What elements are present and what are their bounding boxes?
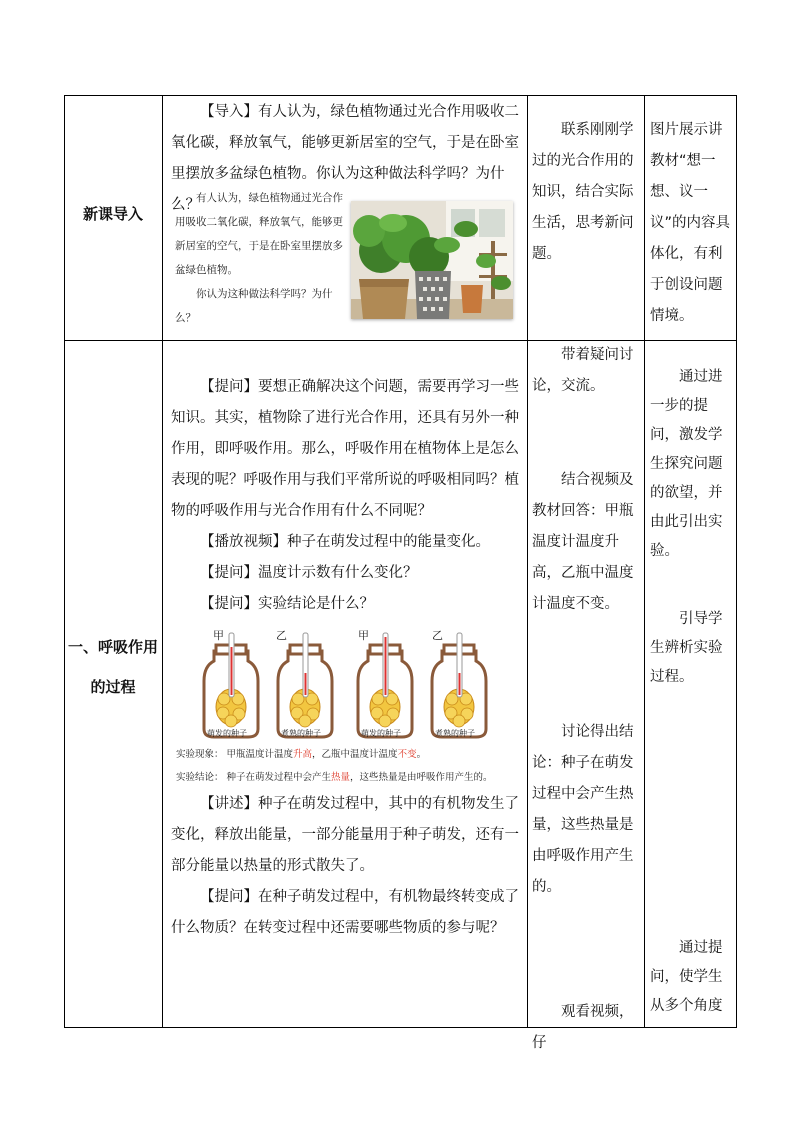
column-divider xyxy=(527,95,528,1027)
student-activity-text: 讨论得出结论：种子在萌发过程中会产生热量，这些热量是由呼吸作用产生的。 xyxy=(532,724,634,895)
column-divider xyxy=(644,95,645,1027)
design-intent-text: 通过进一步的提问，激发学生探究问题的欲望，并由此引出实验。 xyxy=(650,369,723,559)
intro-paragraph: 【导入】有人认为，绿色植物通过光合作用吸收二氧化碳，释放氧气，能够更新居室的空气，于是在卧室里摆放多盆绿色植物。你认为这种做法科学吗？为什么？ xyxy=(171,104,519,213)
phenomenon-text: 实验现象： 甲瓶温度计温度 xyxy=(176,749,294,760)
student-activity-c xyxy=(532,717,641,903)
column-divider xyxy=(162,95,163,1027)
jar-2 xyxy=(278,633,332,737)
jar-caption: 煮熟的种子 xyxy=(435,729,475,738)
textbook-excerpt xyxy=(175,186,345,330)
design-intent-c xyxy=(650,934,734,1021)
section-title-text: 一、呼吸作用的过程 xyxy=(67,638,158,696)
student-activity-a xyxy=(532,340,641,402)
design-intent-text: 引导学生辨析实验过程。 xyxy=(650,611,723,685)
phenomenon-highlight: 升高 xyxy=(293,749,313,760)
design-intent-text: 通过提问，使学生从多个角度 xyxy=(650,940,723,1014)
phenomenon-text: 。 xyxy=(416,749,427,760)
phenomenon-text: ，乙瓶中温度计温度 xyxy=(312,749,398,760)
conclusion-text: 实验结论： 种子在萌发过程中会产生 xyxy=(176,772,332,783)
section-title-respiration xyxy=(64,627,162,707)
conclusion-text: ，这些热量是由呼吸作用产生的。 xyxy=(350,772,493,783)
design-intent-text: 图片展示讲教材“想一想、议一议”的内容具体化，有利于创设问题情境。 xyxy=(650,122,731,324)
student-activity-d xyxy=(532,997,641,1059)
conclusion-highlight: 热量 xyxy=(331,772,351,783)
seed-experiment-figure xyxy=(200,625,500,740)
jar-tag: 甲 xyxy=(213,629,224,642)
experiment-conclusion xyxy=(176,771,493,785)
jar-caption: 萌发的种子 xyxy=(207,729,247,738)
respiration-teacher-text-2 xyxy=(171,789,521,944)
textbook-paragraph: 有人认为，绿色植物通过光合作用吸收二氧化碳，释放氧气，能够更新居室的空气，于是在卧室里摆放多盆绿色植物。 xyxy=(175,192,343,276)
student-activity-text: 观看视频，仔 xyxy=(532,1004,634,1051)
thermometer-question: 【提问】温度计示数有什么变化？ xyxy=(200,565,418,581)
student-activity-text: 联系刚刚学过的光合作用的知识，结合实际生活，思考新问题。 xyxy=(532,122,634,262)
respiration-teacher-text xyxy=(171,372,521,620)
jar-caption: 煮熟的种子 xyxy=(281,729,321,738)
textbook-question: 你认为这种做法科学吗？为什么？ xyxy=(175,288,333,324)
followup-question: 【提问】在种子萌发过程中，有机物最终转变成了什么物质？在转变过程中还需要哪些物质的参与呢？ xyxy=(171,889,519,936)
question-paragraph: 【提问】要想正确解决这个问题，需要再学习一些知识。其实，植物除了进行光合作用，还具有另外一种作用，即呼吸作用。那么，呼吸作用在植物体上是怎么表现的呢？呼吸作用与我们平常所说的呼吸相同吗？植物的呼吸作用与光合作用有什么不同呢？ xyxy=(171,379,519,519)
design-intent-b xyxy=(650,605,734,692)
jar-1 xyxy=(204,633,258,737)
intro-student-activity xyxy=(532,115,639,270)
section-title-intro: 新课导入 xyxy=(82,205,143,223)
conclusion-question: 【提问】实验结论是什么？ xyxy=(200,596,374,612)
experiment-phenomenon xyxy=(176,748,426,762)
jar-caption: 萌发的种子 xyxy=(361,729,401,738)
lecture-paragraph: 【讲述】种子在萌发过程中，其中的有机物发生了变化，释放出能量，一部分能量用于种子萌发，还有一部分能量以热量的形式散失了。 xyxy=(171,796,519,874)
jar-tag: 乙 xyxy=(432,629,443,642)
plant-photo xyxy=(351,201,513,319)
design-intent-a xyxy=(650,363,734,566)
student-activity-text: 带着疑问讨论，交流。 xyxy=(532,347,634,394)
jar-3 xyxy=(358,633,412,737)
intro-design-intent xyxy=(650,115,732,332)
phenomenon-highlight: 不变 xyxy=(397,749,417,760)
jar-4 xyxy=(432,633,486,737)
jar-tag: 乙 xyxy=(276,629,287,642)
student-activity-text: 结合视频及教材回答：甲瓶温度计温度升高，乙瓶中温度计温度不变。 xyxy=(532,472,634,612)
video-paragraph: 【播放视频】种子在萌发过程中的能量变化。 xyxy=(200,534,490,550)
student-activity-b xyxy=(532,465,641,620)
jar-tag: 甲 xyxy=(358,629,369,642)
